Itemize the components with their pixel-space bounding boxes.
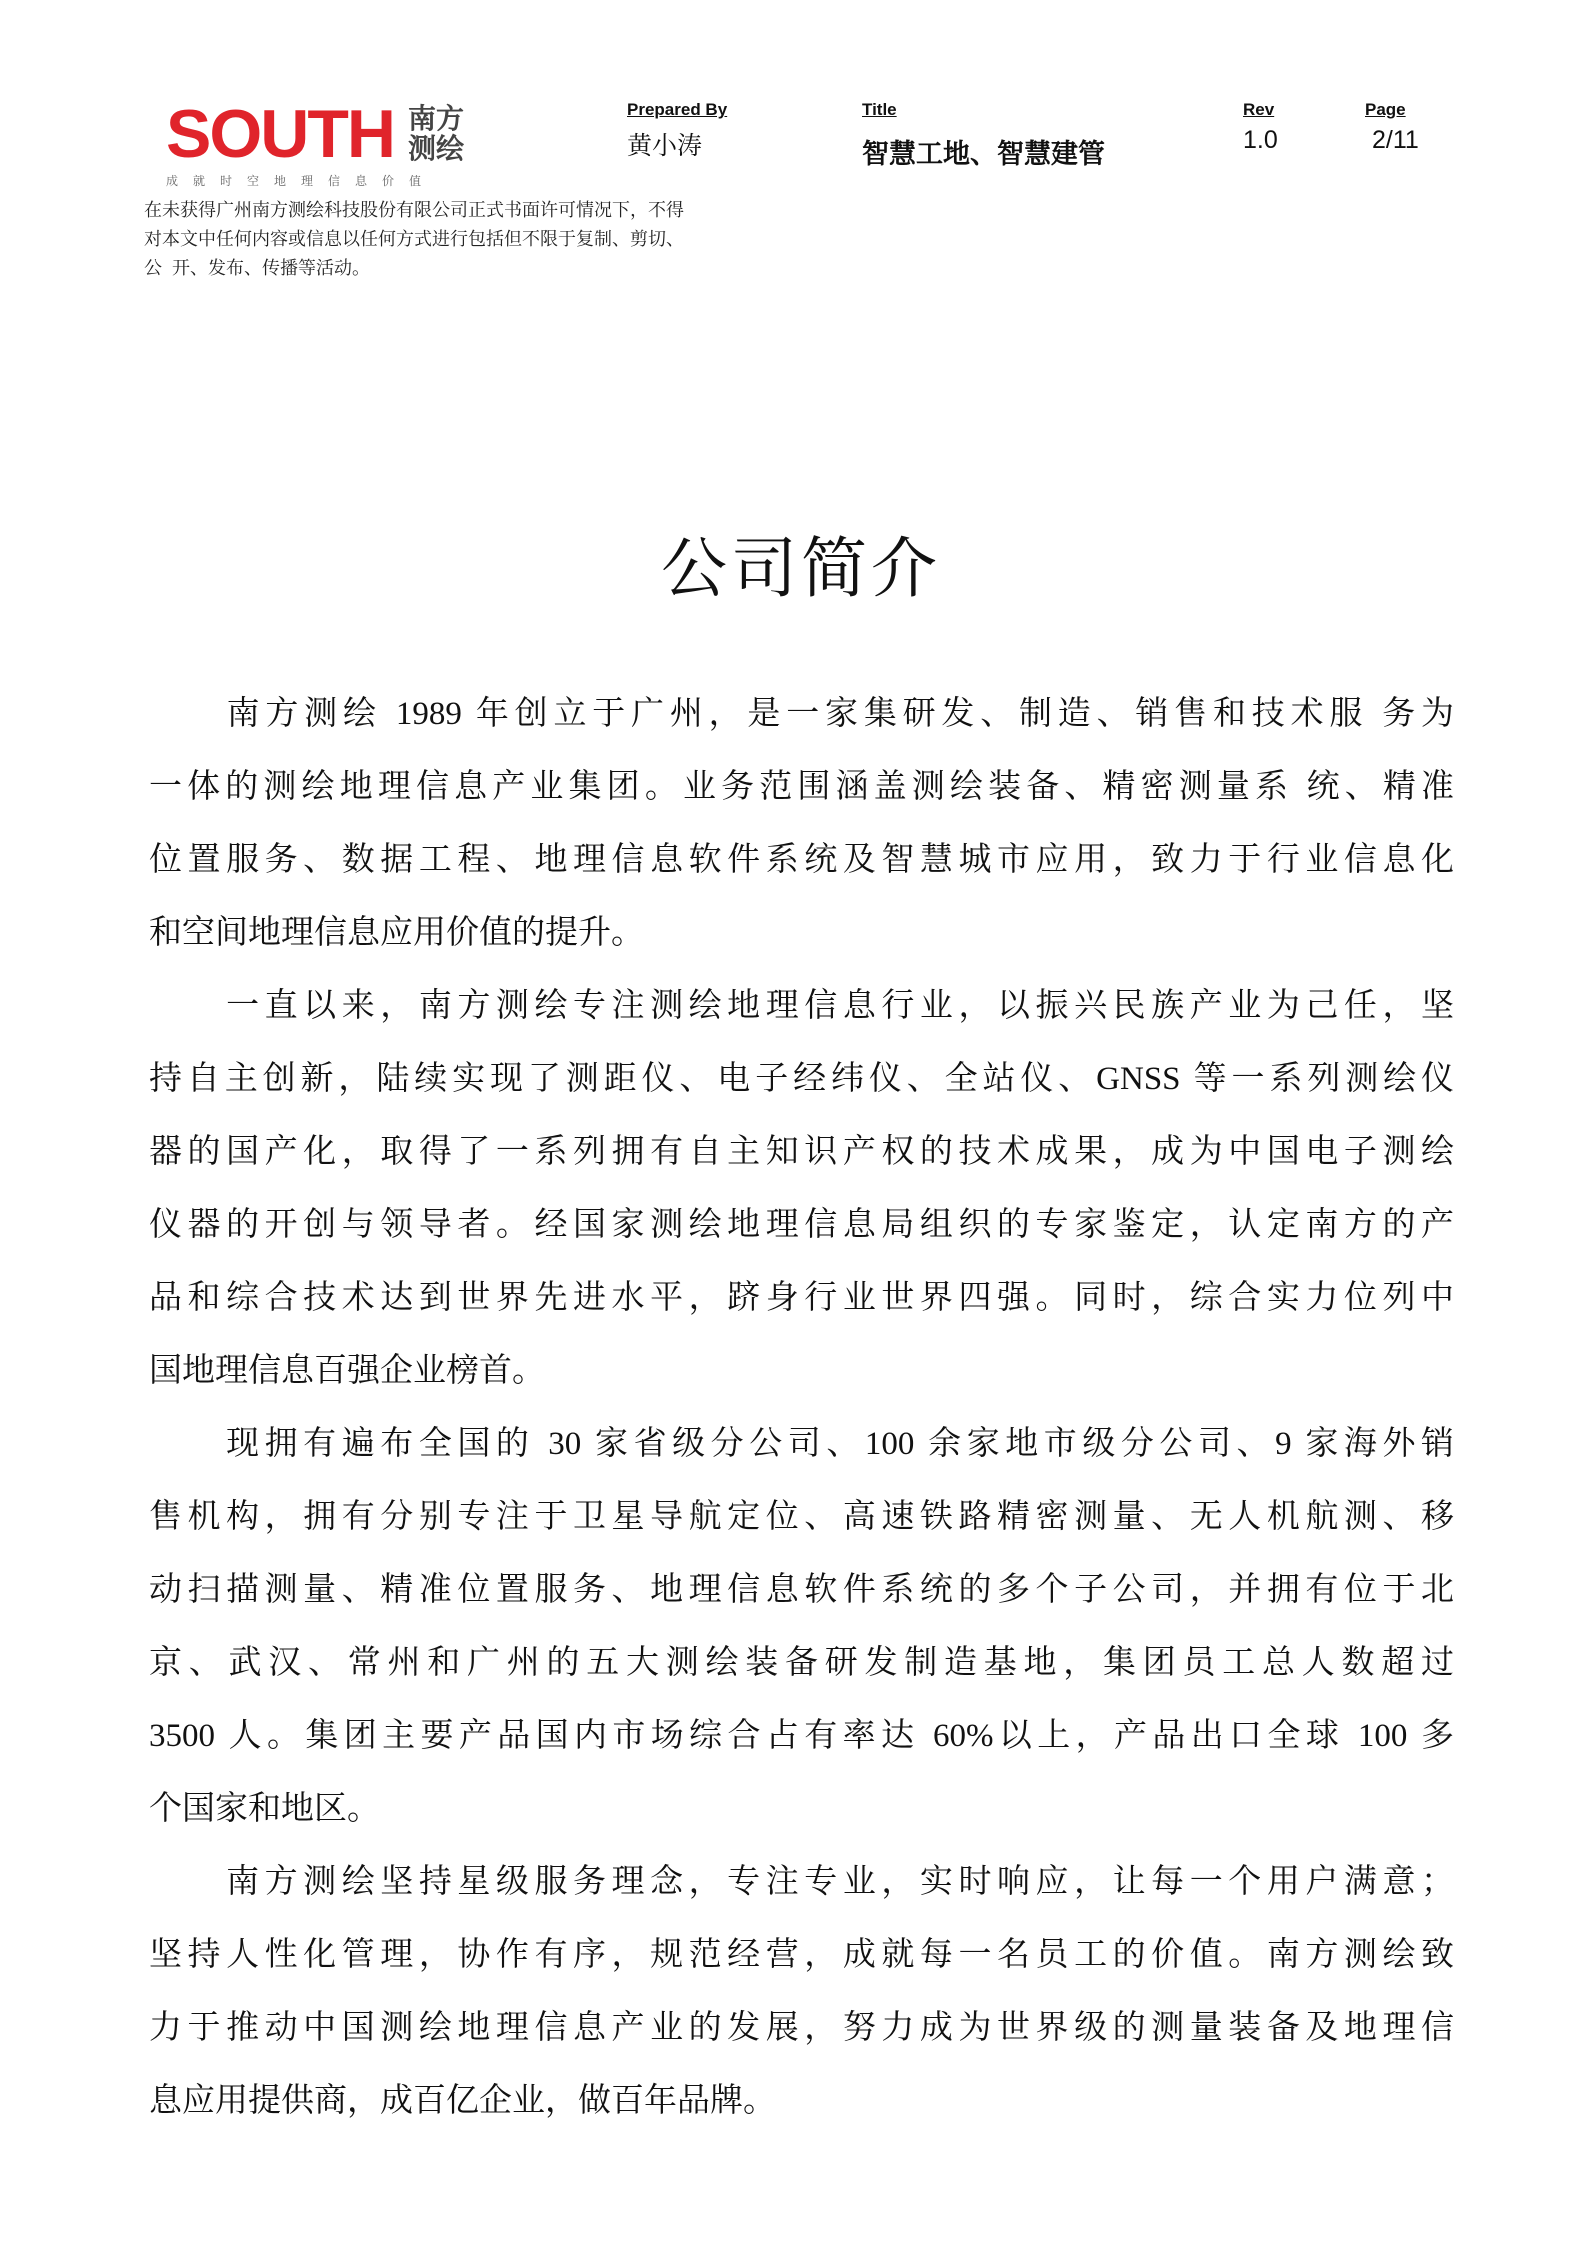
paragraph-line: 和空间地理信息应用价值的提升。 (149, 915, 644, 951)
logo-slogan: 成就时空地理信息价值 (166, 174, 437, 188)
paragraph-line: 持自主创新，陆续实现了测距仪、电子经纬仪、全站仪、GNSS 等一系列测绘仪 (149, 1061, 1454, 1097)
paragraph (149, 678, 1454, 970)
disclaimer-line: 公 开、发布、传播等活动。 (144, 258, 371, 278)
body-text (149, 678, 1454, 2138)
logo-wordmark: SOUTH (166, 96, 394, 172)
prepared-by-value: 黄小涛 (627, 132, 703, 160)
paragraph-line: 一直以来，南方测绘专注测绘地理信息行业，以振兴民族产业为己任，坚 (149, 988, 1454, 1024)
paragraph-line: 品和综合技术达到世界先进水平，跻身行业世界四强。同时，综合实力位列中 (149, 1280, 1454, 1316)
paragraph-line: 仪器的开创与领导者。经国家测绘地理信息局组织的专家鉴定，认定南方的产 (149, 1207, 1454, 1243)
paragraph-line: 力于推动中国测绘地理信息产业的发展，努力成为世界级的测量装备及地理信 (149, 2010, 1454, 2046)
logo-chinese-name: 南方测绘 (408, 103, 465, 164)
page-number: 2/11 (1372, 126, 1419, 154)
paragraph-line: 南方测绘坚持星级服务理念，专注专业，实时响应，让每一个用户满意； (149, 1864, 1454, 1900)
paragraph-line: 售机构，拥有分别专注于卫星导航定位、高速铁路精密测量、无人机航测、移 (149, 1499, 1454, 1535)
company-logo (166, 96, 466, 190)
page-label: Page (1365, 100, 1406, 119)
paragraph-line: 现拥有遍布全国的 30 家省级分公司、100 余家地市级分公司、9 家海外销 (149, 1426, 1454, 1462)
paragraph-line: 息应用提供商，成百亿企业，做百年品牌。 (149, 2083, 776, 2119)
paragraph-line: 坚持人性化管理，协作有序，规范经营，成就每一名员工的价值。南方测绘致 (149, 1937, 1454, 1973)
paragraph-line: 3500 人。集团主要产品国内市场综合占有率达 60%以上，产品出口全球 100 多 (149, 1718, 1454, 1754)
disclaimer-line: 对本文中任何内容或信息以任何方式进行包括但不限于复制、剪切、 (144, 229, 684, 249)
rev-value: 1.0 (1243, 126, 1278, 154)
paragraph (149, 970, 1454, 1408)
paragraph-line: 京、武汉、常州和广州的五大测绘装备研发制造基地，集团员工总人数超过 (149, 1645, 1454, 1681)
paragraph-line: 个国家和地区。 (149, 1791, 380, 1827)
rev-label: Rev (1243, 100, 1275, 119)
paragraph-line: 位置服务、数据工程、地理信息软件系统及智慧城市应用，致力于行业信息化 (149, 842, 1454, 878)
paragraph-line: 一体的测绘地理信息产业集团。业务范围涵盖测绘装备、精密测量系 统、精准 (149, 769, 1454, 805)
copyright-disclaimer (144, 196, 784, 283)
paragraph-line: 国地理信息百强企业榜首。 (149, 1353, 545, 1389)
disclaimer-line: 在未获得广州南方测绘科技股份有限公司正式书面许可情况下，不得 (144, 200, 684, 220)
paragraph (149, 1408, 1454, 1846)
title-value: 智慧工地、智慧建管 (862, 139, 1105, 169)
title-label: Title (862, 100, 897, 119)
paragraph (149, 1846, 1454, 2138)
paragraph-line: 器的国产化，取得了一系列拥有自主知识产权的技术成果，成为中国电子测绘 (149, 1134, 1454, 1170)
paragraph-line: 动扫描测量、精准位置服务、地理信息软件系统的多个子公司，并拥有位于北 (149, 1572, 1454, 1608)
page-title: 公司简介 (661, 533, 941, 606)
prepared-by-label: Prepared By (627, 100, 728, 119)
paragraph-line: 南方测绘 1989 年创立于广州，是一家集研发、制造、销售和技术服 务为 (149, 696, 1454, 732)
